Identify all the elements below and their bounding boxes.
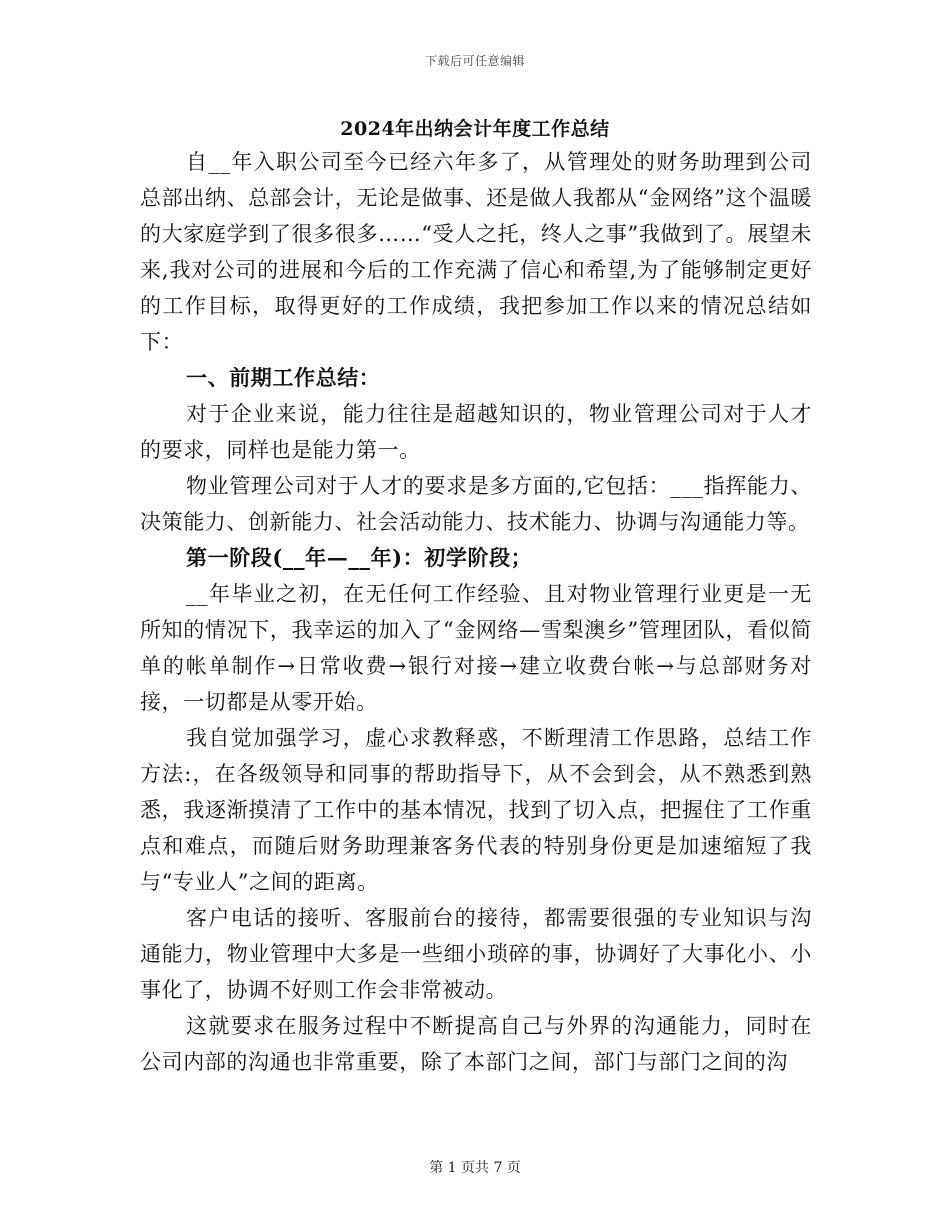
section-heading-stage-one: 第一阶段(__年—__年)：初学阶段； xyxy=(186,545,533,570)
header-note: 下载后可任意编辑 xyxy=(424,54,525,68)
section-heading-early-work: 一、前期工作总结： xyxy=(186,365,381,390)
paragraph-ability: 对于企业来说，能力往往是超越知识的，物业管理公司对于人才的要求，同样也是能力第一。 xyxy=(140,402,812,462)
paragraph-customer-service: 客户电话的接听、客服前台的接待，都需要很强的专业知识与沟通能力，物业管理中大多是一些细小琐碎的事，协调好了大事化小、小事化了，协调不好则工作会非常被动。 xyxy=(140,906,812,1002)
page-number: 第 1 页共 7 页 xyxy=(429,1160,521,1176)
paragraph-communication: 这就要求在服务过程中不断提高自己与外界的沟通能力，同时在公司内部的沟通也非常重要，除了本部门之间，部门与部门之间的沟 xyxy=(140,1014,812,1074)
paragraph-intro: 自__年入职公司至今已经六年多了，从管理处的财务助理到公司总部出纳、总部会计，无论是做事、还是做人我都从“金网络”这个温暖的大家庭学到了很多很多……“受人之托，终人之事”我做到了。展望未来,我对公司的进展和今后的工作充满了信心和希望,为了能够制定更好的工作目标，取得更好的工作成绩，我把参加工作以来的情况总结如下： xyxy=(140,150,812,354)
document-body xyxy=(140,144,812,1080)
document-title: 2024年出纳会计年度工作总结 xyxy=(340,118,610,140)
paragraph-learning: 我自觉加强学习，虚心求教释惑，不断理清工作思路，总结工作方法:，在各级领导和同事的帮助指导下，从不会到会，从不熟悉到熟悉，我逐渐摸清了工作中的基本情况，找到了切入点，把握住了工作重点和难点，而随后财务助理兼客务代表的特别身份更是加速缩短了我与“专业人”之间的距离。 xyxy=(140,726,812,894)
paragraph-graduation: __年毕业之初，在无任何工作经验、且对物业管理行业更是一无所知的情况下，我幸运的加入了“金网络—雪梨澳乡”管理团队，看似简单的帐单制作→日常收费→银行对接→建立收费台帐→与总部财务对接，一切都是从零开始。 xyxy=(140,582,812,714)
paragraph-requirements: 物业管理公司对于人才的要求是多方面的,它包括：___指挥能力、决策能力、创新能力、社会活动能力、技术能力、协调与沟通能力等。 xyxy=(140,474,812,534)
